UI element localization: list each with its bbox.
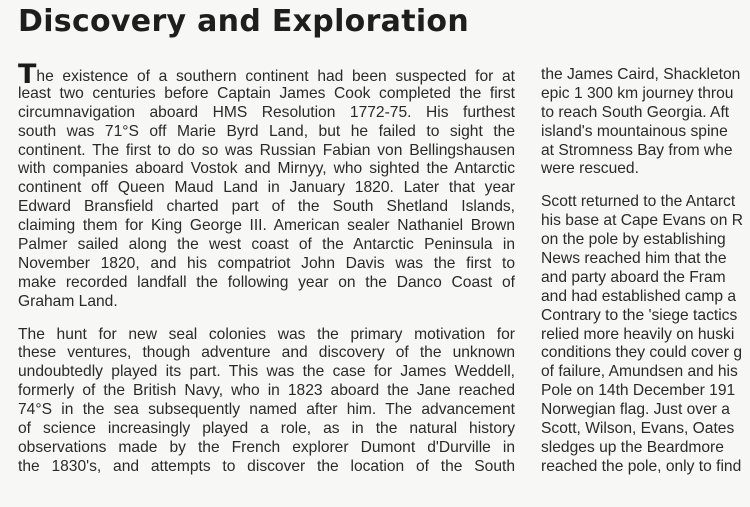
text-line: continent off Queen Maud Land in January 1820. Later that year (18, 179, 515, 197)
text-line: the 1830's, and attempts to discover the location of the South (18, 457, 515, 475)
text-line: Pole on 14th December 191 (541, 382, 736, 400)
text-line: claiming them for King George III. American sealer Nathaniel Brown (18, 217, 515, 235)
text-line: island's mountainous spine (541, 122, 728, 140)
left-column (18, 59, 515, 477)
text-line: epic 1 300 km journey throu (541, 84, 734, 102)
text-line: his base at Cape Evans on R (541, 212, 743, 230)
right-column (541, 66, 750, 477)
text-line: make recorded landfall the following year on the Danco Coast of (18, 273, 515, 291)
drop-cap: T (18, 59, 37, 90)
text-line: sledges up the Beardmore (541, 438, 724, 456)
text-line: reached the pole, only to find (541, 457, 742, 475)
text-line: Norwegian flag. Just over a (541, 401, 730, 419)
text-line: undoubtedly played its part. This was the case for James Weddell, (18, 363, 515, 381)
text-line: The hunt for new seal colonies was the primary motivation for (18, 325, 515, 343)
text-line: Palmer sailed along the west coast of the Antarctic Peninsula in (18, 236, 515, 254)
text-line: November 1820, and his compatriot John Davis was the first to (18, 254, 515, 272)
text-line: on the pole by establishing (541, 231, 726, 249)
paragraph-seal-hunt (18, 326, 515, 477)
text-line: least two centuries before Captain James Cook completed the first (18, 84, 515, 102)
paragraph-scott (541, 193, 750, 476)
text-line: The existence of a southern continent had been suspected for at (18, 59, 515, 90)
text-line: and party aboard the Fram (541, 268, 726, 286)
text-line: observations made by the French explorer Dumont d'Durville in (18, 438, 515, 456)
text-line: News reached him that the (541, 250, 727, 268)
text-line: conditions they could cover g (541, 344, 743, 362)
text-line: at Stromness Bay from whe (541, 141, 733, 159)
text-line: 74°S in the sea subsequently named after him. The advancement (18, 401, 515, 419)
text-line: Edward Bransfield charted part of the South Shetland Islands, (18, 198, 515, 216)
text-line: circumnavigation aboard HMS Resolution 1772-75. His furthest (18, 103, 515, 121)
text-line: Graham Land. (18, 292, 118, 310)
text-line: to reach South Georgia. Aft (541, 103, 730, 121)
paragraph-shackleton (541, 66, 750, 179)
page-title: Discovery and Exploration (18, 4, 469, 39)
text-line: with companies aboard Vostok and Mirnyy, who sighted the Antarctic (18, 160, 515, 178)
text-line: relied more heavily on huski (541, 325, 735, 343)
text-line: and had established camp a (541, 287, 737, 305)
text-line: were rescued. (541, 160, 639, 178)
text-line: the James Caird, Shackleton (541, 66, 741, 83)
text-line: Scott, Wilson, Evans, Oates (541, 420, 735, 438)
text-line: formerly of the British Navy, who in 1823 aboard the Jane reached (18, 382, 515, 400)
text-line: these ventures, though adventure and discovery of the unknown (18, 344, 515, 362)
text-line: Contrary to the 'siege tactics (541, 306, 738, 324)
text-line: continent. The first to do so was Russian Fabian von Bellingshausen (18, 141, 515, 159)
text-line: south was 71°S off Marie Byrd Land, but he failed to sight the (18, 122, 515, 140)
paragraph-cook-voyages (18, 59, 515, 312)
text-line: Scott returned to the Antarct (541, 193, 736, 211)
text-line: of science increasingly played a role, as in the natural history (18, 420, 515, 438)
text-line: of failure, Amundsen and his (541, 363, 738, 381)
